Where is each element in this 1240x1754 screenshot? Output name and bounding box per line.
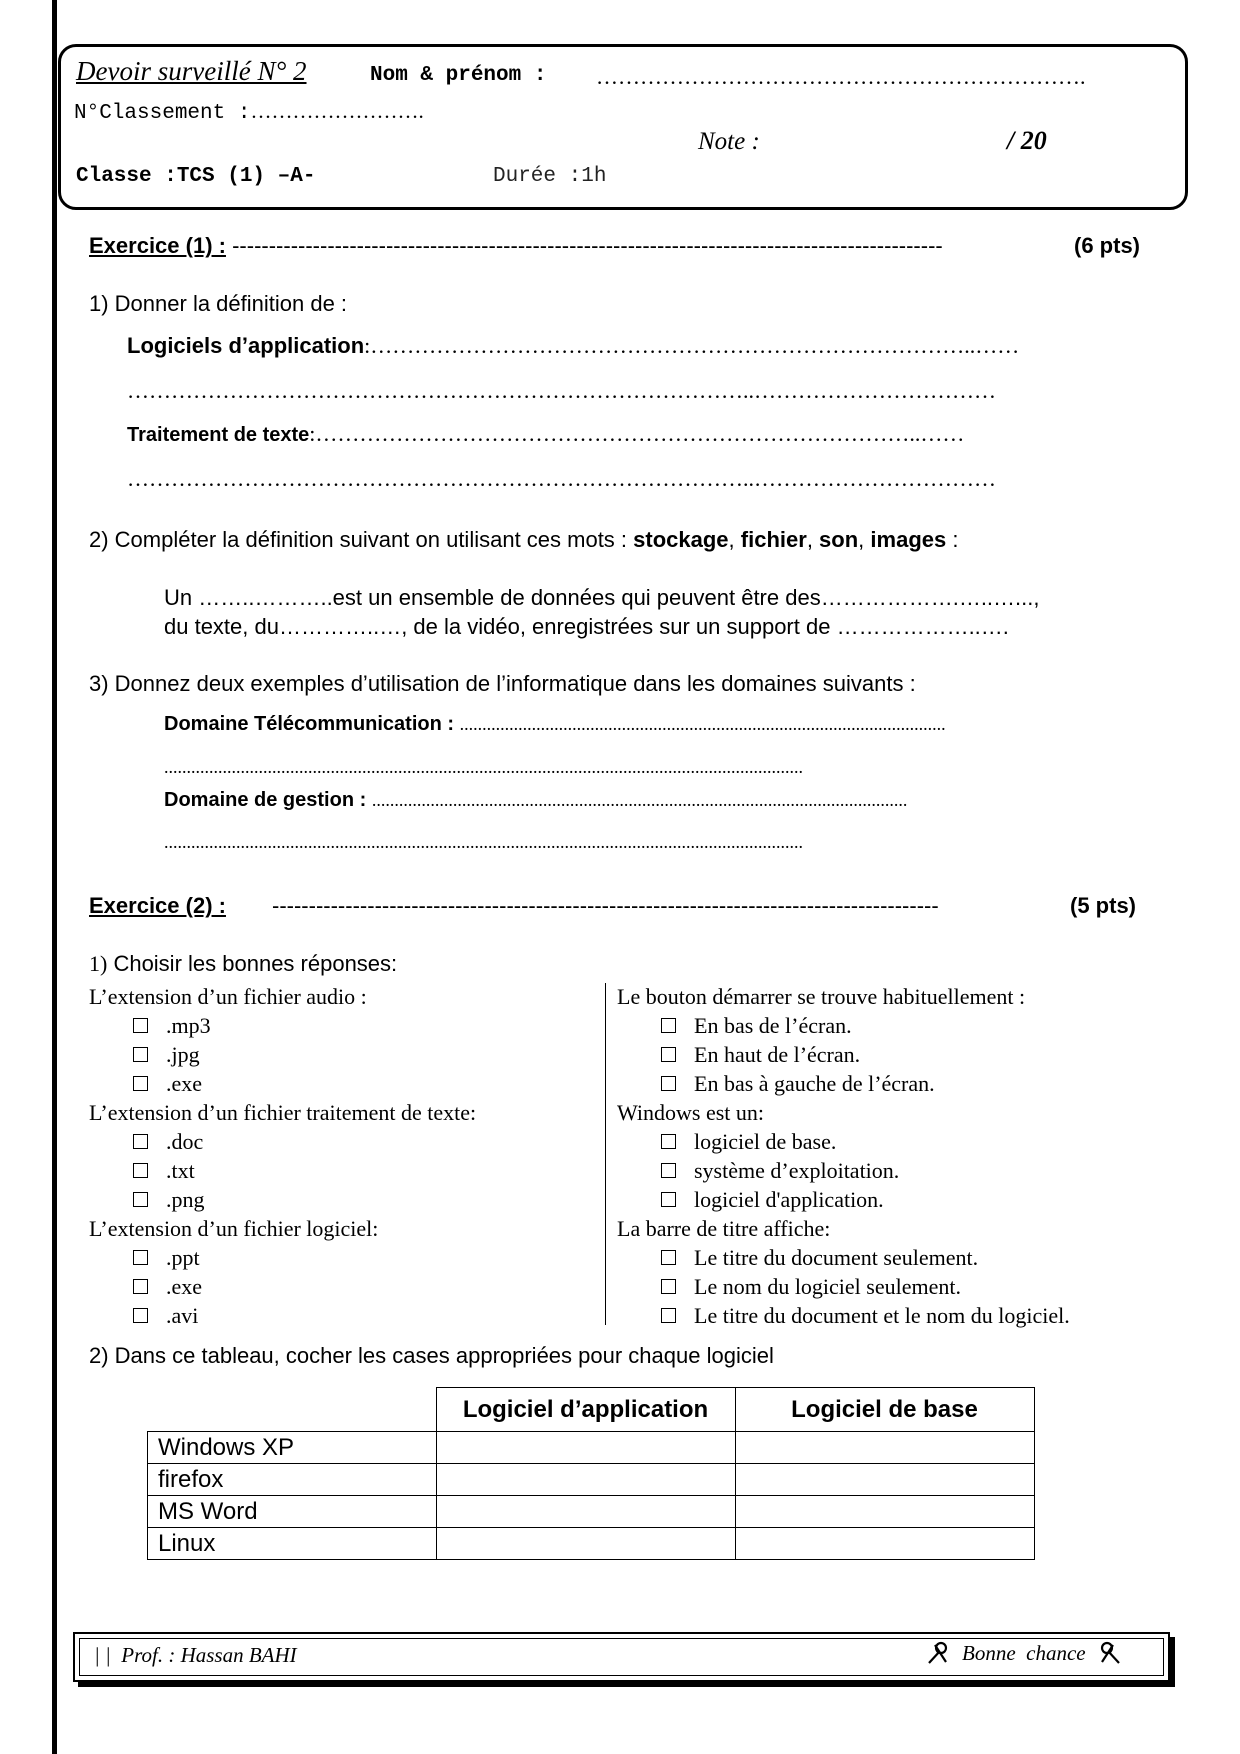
mcq-question: L’extension d’un fichier traitement de texte: — [89, 1100, 477, 1125]
ex1-q3: 3) Donnez deux exemples d’utilisation de l’informatique dans les domaines suivants : — [89, 671, 916, 696]
gestion-answer-field[interactable]: ....................................................................................................................... — [371, 790, 908, 810]
check-cell[interactable] — [735, 1496, 1034, 1528]
duration-label: Durée :1h — [493, 165, 607, 188]
checkbox[interactable] — [661, 1250, 676, 1265]
term2-answer-line2[interactable]: …………………………………………………………………………..…………………………… — [127, 466, 996, 491]
checkbox[interactable] — [661, 1279, 676, 1294]
col-header-application: Logiciel d’application — [436, 1388, 735, 1432]
checkbox[interactable] — [133, 1279, 148, 1294]
class-label: Classe :TCS (1) –A- — [76, 165, 316, 188]
mcq-question: Windows est un: — [617, 1100, 764, 1125]
check-cell[interactable] — [735, 1528, 1034, 1560]
mcq-option[interactable]: En bas à gauche de l’écran. — [617, 1069, 1070, 1098]
table-corner — [148, 1388, 437, 1432]
scissors-right-icon — [1098, 1640, 1122, 1666]
ex2-points: (5 pts) — [1070, 893, 1136, 918]
ex2-title: Exercice (2) : — [89, 893, 226, 918]
mcq-question: La barre de titre affiche: — [617, 1216, 831, 1241]
check-cell[interactable] — [436, 1464, 735, 1496]
mcq-right-column — [617, 982, 1070, 1330]
mcq-option[interactable]: .txt — [89, 1156, 476, 1185]
table-row — [148, 1464, 1035, 1496]
term2-answer-field[interactable]: :………………………………………………………………………..…… — [309, 421, 965, 446]
software-table — [147, 1387, 1035, 1560]
table-row — [148, 1496, 1035, 1528]
footer-chance: Bonne chance — [962, 1640, 1086, 1665]
classement-field[interactable]: ……………………. — [250, 99, 424, 123]
row-label: firefox — [148, 1464, 437, 1496]
mcq-option[interactable]: système d’exploitation. — [617, 1156, 1070, 1185]
mcq-option[interactable]: .jpg — [89, 1040, 476, 1069]
mcq-option[interactable]: .avi — [89, 1301, 476, 1330]
name-label: Nom & prénom : — [370, 64, 547, 87]
word-son: son — [819, 527, 859, 552]
checkbox[interactable] — [661, 1134, 676, 1149]
footer-prof: | | Prof. : Hassan BAHI — [94, 1643, 297, 1667]
row-label: MS Word — [148, 1496, 437, 1528]
term-logiciels-application: Logiciels d’application — [127, 333, 365, 358]
note-total: / 20 — [1007, 126, 1047, 155]
checkbox[interactable] — [133, 1308, 148, 1323]
mcq-option[interactable]: logiciel de base. — [617, 1127, 1070, 1156]
mcq-question: Le bouton démarrer se trouve habituellement : — [617, 984, 1026, 1009]
telecom-answer-field[interactable]: ............................................................................................................ — [459, 714, 946, 734]
mcq-left-column — [89, 982, 476, 1330]
checkbox[interactable] — [661, 1192, 676, 1207]
mcq-option[interactable]: Le titre du document et le nom du logiciel. — [617, 1301, 1070, 1330]
check-cell[interactable] — [436, 1496, 735, 1528]
ex1-q1: 1) Donner la définition de : — [89, 291, 348, 316]
checkbox[interactable] — [661, 1308, 676, 1323]
ex1-dashes: ------------------------------------------------------------------------------------------------- — [232, 233, 943, 258]
ex2-q1-num: 1) — [89, 951, 108, 976]
checkbox[interactable] — [133, 1076, 148, 1091]
checkbox[interactable] — [133, 1018, 148, 1033]
telecom-answer-line2[interactable]: .............................................................................................................................................. — [164, 757, 803, 777]
checkbox[interactable] — [133, 1250, 148, 1265]
mcq-option[interactable]: .png — [89, 1185, 476, 1214]
word-stockage: stockage — [633, 527, 729, 552]
mcq-option[interactable]: En haut de l’écran. — [617, 1040, 1070, 1069]
mcq-option[interactable]: .exe — [89, 1272, 476, 1301]
mcq-option[interactable]: .doc — [89, 1127, 476, 1156]
name-field[interactable]: …………………………………………………………. — [596, 64, 1086, 89]
table-row — [148, 1432, 1035, 1464]
fill-in-line1[interactable]: Un ……..………..est un ensemble de données qui peuvent être des……………….…..…..., — [164, 585, 1040, 610]
check-cell[interactable] — [735, 1432, 1034, 1464]
mcq-option[interactable]: En bas de l’écran. — [617, 1011, 1070, 1040]
checkbox[interactable] — [661, 1163, 676, 1178]
table-row — [148, 1528, 1035, 1560]
ex1-points: (6 pts) — [1074, 233, 1140, 258]
exam-title: Devoir surveillé N° 2 — [76, 56, 307, 86]
check-cell[interactable] — [735, 1464, 1034, 1496]
row-label: Linux — [148, 1528, 437, 1560]
scissors-left-icon — [926, 1640, 950, 1666]
term1-answer-field[interactable]: :………………………………………………………………………..…… — [364, 333, 1020, 358]
ex1-title: Exercice (1) : — [89, 233, 226, 258]
check-cell[interactable] — [436, 1528, 735, 1560]
mcq-option[interactable]: logiciel d'application. — [617, 1185, 1070, 1214]
checkbox[interactable] — [661, 1047, 676, 1062]
ex1-q2: 2) Compléter la définition suivant on utilisant ces mots : — [89, 527, 634, 552]
checkbox[interactable] — [133, 1047, 148, 1062]
domain-telecom: Domaine Télécommunication : — [164, 713, 455, 735]
mcq-question: L’extension d’un fichier logiciel: — [89, 1216, 379, 1241]
mcq-question: L’extension d’un fichier audio : — [89, 984, 367, 1009]
domain-gestion: Domaine de gestion : — [164, 789, 367, 811]
column-divider — [605, 983, 606, 1325]
gestion-answer-line2[interactable]: .............................................................................................................................................. — [164, 832, 803, 852]
checkbox[interactable] — [133, 1134, 148, 1149]
classement-label: N°Classement : — [74, 102, 251, 125]
note-label: Note : — [698, 128, 760, 155]
mcq-option[interactable]: .exe — [89, 1069, 476, 1098]
mcq-option[interactable]: .mp3 — [89, 1011, 476, 1040]
row-label: Windows XP — [148, 1432, 437, 1464]
mcq-option[interactable]: .ppt — [89, 1243, 476, 1272]
checkbox[interactable] — [133, 1163, 148, 1178]
check-cell[interactable] — [436, 1432, 735, 1464]
ex2-dashes: ------------------------------------------------------------------------------------------- — [272, 893, 939, 918]
q2-suffix: : — [946, 527, 959, 552]
mcq-option[interactable]: Le titre du document seulement. — [617, 1243, 1070, 1272]
word-fichier: fichier — [740, 527, 807, 552]
checkbox[interactable] — [133, 1192, 148, 1207]
term1-answer-line2[interactable]: …………………………………………………………………………..…………………………… — [127, 378, 996, 403]
ex2-q1: Choisir les bonnes réponses: — [107, 951, 398, 976]
ex2-q2: 2) Dans ce tableau, cocher les cases appropriées pour chaque logiciel — [89, 1343, 774, 1368]
mcq-option[interactable]: Le nom du logiciel seulement. — [617, 1272, 1070, 1301]
col-header-base: Logiciel de base — [735, 1388, 1034, 1432]
checkbox[interactable] — [661, 1076, 676, 1091]
fill-in-line2[interactable]: du texte, du…………..…, de la vidéo, enregistrées sur un support de ………………..…. — [164, 614, 1009, 639]
left-margin-rule — [52, 0, 57, 1754]
term-traitement-texte: Traitement de texte — [127, 424, 310, 446]
checkbox[interactable] — [661, 1018, 676, 1033]
word-images: images — [870, 527, 947, 552]
